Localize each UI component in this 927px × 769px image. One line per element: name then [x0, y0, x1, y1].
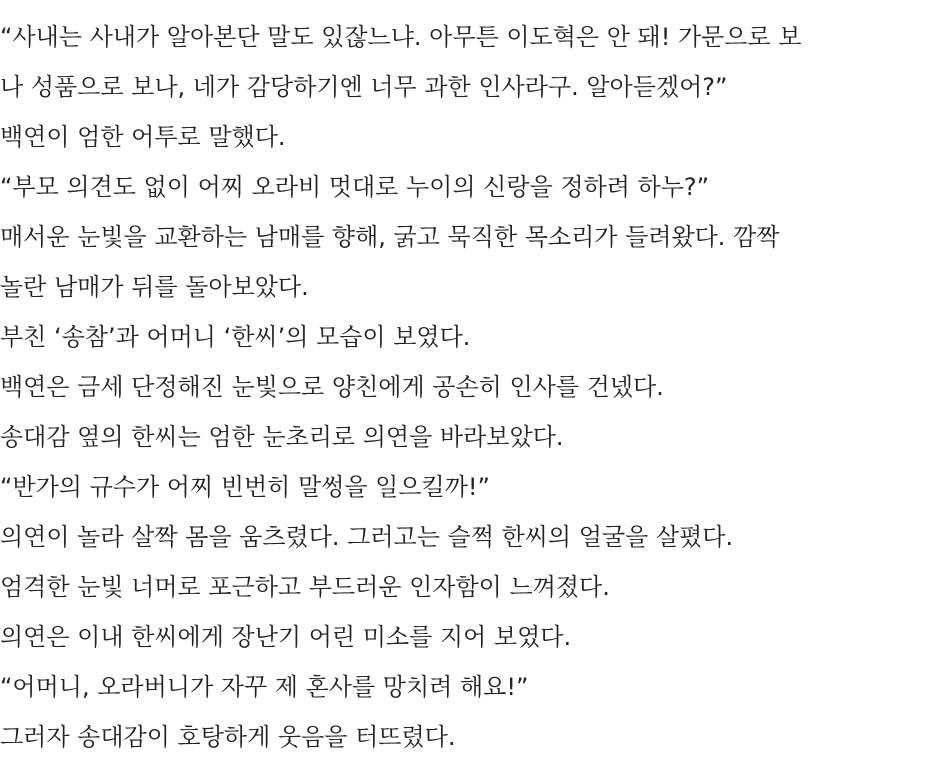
- story-line: 송대감 옆의 한씨는 엄한 눈초리로 의연을 바라보았다.: [0, 423, 564, 451]
- story-line: 백연이 엄한 어투로 말했다.: [0, 123, 286, 151]
- story-line: 나 성품으로 보나, 네가 감당하기엔 너무 과한 인사라구. 알아듣겠어?”: [0, 73, 728, 101]
- story-line: 그러자 송대감이 호탕하게 웃음을 터뜨렸다.: [0, 723, 456, 751]
- story-line: “부모 의견도 없이 어찌 오라비 멋대로 누이의 신랑을 정하려 하누?”: [0, 173, 710, 201]
- story-line: 놀란 남매가 뒤를 돌아보았다.: [0, 273, 309, 301]
- story-line: 백연은 금세 단정해진 눈빛으로 양친에게 공손히 인사를 건넸다.: [0, 373, 664, 401]
- story-line: “어머니, 오라버니가 자꾸 제 혼사를 망치려 해요!”: [0, 673, 529, 701]
- story-line: 의연이 놀라 살짝 몸을 움츠렸다. 그러고는 슬쩍 한씨의 얼굴을 살폈다.: [0, 523, 734, 551]
- story-line: 의연은 이내 한씨에게 장난기 어린 미소를 지어 보였다.: [0, 623, 572, 651]
- story-line: 엄격한 눈빛 너머로 포근하고 부드러운 인자함이 느껴졌다.: [0, 573, 610, 601]
- story-line: “반가의 규수가 어찌 빈번히 말썽을 일으킬까!”: [0, 473, 490, 501]
- story-line: 매서운 눈빛을 교환하는 남매를 향해, 굵고 묵직한 목소리가 들려왔다. 깜짝: [0, 223, 780, 251]
- story-line: “사내는 사내가 알아본단 말도 있잖느냐. 아무튼 이도혁은 안 돼! 가문으로 보: [0, 23, 802, 51]
- story-line: 부친 ‘송참’과 어머니 ‘한씨’의 모습이 보였다.: [0, 323, 471, 351]
